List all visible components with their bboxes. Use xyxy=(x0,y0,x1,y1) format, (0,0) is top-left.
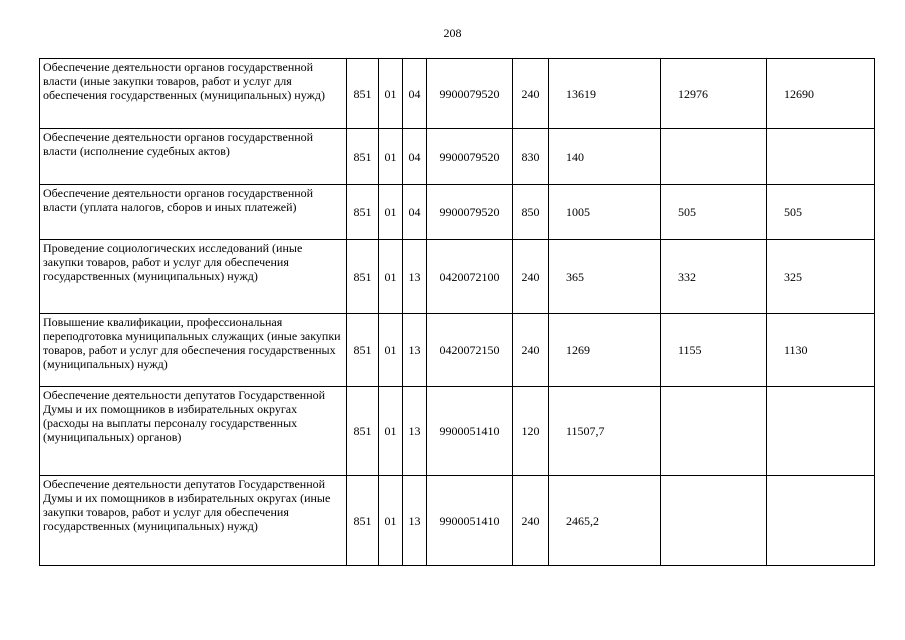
expense-type-code: 240 xyxy=(513,476,549,566)
subsection-code: 13 xyxy=(403,240,427,314)
section-code: 01 xyxy=(379,240,403,314)
table-row xyxy=(40,185,875,240)
grbs-code: 851 xyxy=(347,185,379,240)
table-row xyxy=(40,314,875,387)
target-article-code: 9900051410 xyxy=(427,387,513,476)
budget-table xyxy=(39,58,875,566)
amount-year-3: 1130 xyxy=(767,314,875,387)
expense-name: Обеспечение деятельности депутатов Государственной Думы и их помощников в избирательных округах (иные закупки товаров, работ и услуг для обеспечения государственных (муниципальных) нужд) xyxy=(40,476,347,566)
grbs-code: 851 xyxy=(347,129,379,185)
amount-year-2: 505 xyxy=(661,185,767,240)
amount-year-2 xyxy=(661,129,767,185)
amount-year-2: 1155 xyxy=(661,314,767,387)
expense-type-code: 240 xyxy=(513,240,549,314)
grbs-code: 851 xyxy=(347,387,379,476)
section-code: 01 xyxy=(379,59,403,129)
subsection-code: 04 xyxy=(403,185,427,240)
target-article-code: 0420072150 xyxy=(427,314,513,387)
expense-type-code: 850 xyxy=(513,185,549,240)
amount-year-1: 13619 xyxy=(549,59,661,129)
page-number: 208 xyxy=(443,26,462,40)
amount-year-1: 11507,7 xyxy=(549,387,661,476)
table-row xyxy=(40,387,875,476)
subsection-code: 04 xyxy=(403,59,427,129)
amount-year-1: 365 xyxy=(549,240,661,314)
table-row xyxy=(40,240,875,314)
table-row xyxy=(40,129,875,185)
grbs-code: 851 xyxy=(347,240,379,314)
amount-year-2 xyxy=(661,387,767,476)
amount-year-3 xyxy=(767,129,875,185)
expense-name: Обеспечение деятельности органов государственной власти (уплата налогов, сборов и иных платежей) xyxy=(40,185,347,240)
target-article-code: 9900051410 xyxy=(427,476,513,566)
target-article-code: 9900079520 xyxy=(427,59,513,129)
amount-year-1: 140 xyxy=(549,129,661,185)
target-article-code: 9900079520 xyxy=(427,129,513,185)
amount-year-1: 2465,2 xyxy=(549,476,661,566)
section-code: 01 xyxy=(379,314,403,387)
section-code: 01 xyxy=(379,185,403,240)
amount-year-1: 1005 xyxy=(549,185,661,240)
table-body xyxy=(40,59,875,566)
subsection-code: 13 xyxy=(403,314,427,387)
expense-name: Обеспечение деятельности органов государственной власти (иные закупки товаров, работ и услуг для обеспечения государственных (муниципальных) нужд) xyxy=(40,59,347,129)
expense-name: Повышение квалификации, профессиональная переподготовка муниципальных служащих (иные закупки товаров, работ и услуг для обеспечения государственных (муниципальных) нужд) xyxy=(40,314,347,387)
expense-type-code: 240 xyxy=(513,314,549,387)
grbs-code: 851 xyxy=(347,59,379,129)
subsection-code: 04 xyxy=(403,129,427,185)
grbs-code: 851 xyxy=(347,476,379,566)
table-row xyxy=(40,476,875,566)
section-code: 01 xyxy=(379,476,403,566)
expense-name: Обеспечение деятельности органов государственной власти (исполнение судебных актов) xyxy=(40,129,347,185)
table-row xyxy=(40,59,875,129)
expense-type-code: 120 xyxy=(513,387,549,476)
amount-year-3 xyxy=(767,476,875,566)
amount-year-3: 505 xyxy=(767,185,875,240)
grbs-code: 851 xyxy=(347,314,379,387)
amount-year-3 xyxy=(767,387,875,476)
expense-name: Обеспечение деятельности депутатов Государственной Думы и их помощников в избирательных округах (расходы на выплаты персоналу государственных (муниципальных) органов) xyxy=(40,387,347,476)
target-article-code: 9900079520 xyxy=(427,185,513,240)
amount-year-3: 12690 xyxy=(767,59,875,129)
subsection-code: 13 xyxy=(403,387,427,476)
expense-type-code: 830 xyxy=(513,129,549,185)
expense-type-code: 240 xyxy=(513,59,549,129)
amount-year-1: 1269 xyxy=(549,314,661,387)
expense-name: Проведение социологических исследований (иные закупки товаров, работ и услуг для обеспечения государственных (муниципальных) нужд) xyxy=(40,240,347,314)
subsection-code: 13 xyxy=(403,476,427,566)
amount-year-2: 332 xyxy=(661,240,767,314)
section-code: 01 xyxy=(379,387,403,476)
section-code: 01 xyxy=(379,129,403,185)
target-article-code: 0420072100 xyxy=(427,240,513,314)
amount-year-3: 325 xyxy=(767,240,875,314)
amount-year-2: 12976 xyxy=(661,59,767,129)
amount-year-2 xyxy=(661,476,767,566)
